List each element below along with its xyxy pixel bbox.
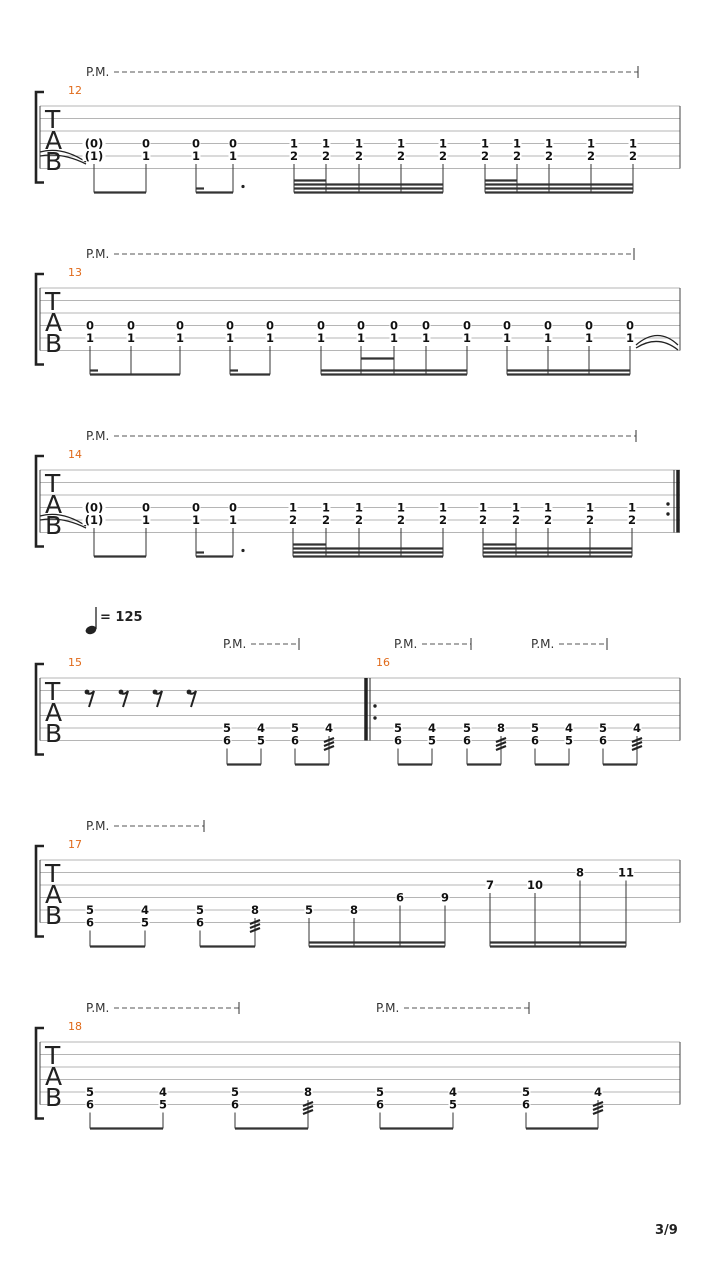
fret-number: 1 <box>421 331 431 345</box>
tab-clef-letter: T <box>45 105 61 134</box>
fret-number: 8 <box>575 865 585 880</box>
fret-number: 5 <box>256 733 266 748</box>
fret-number: 6 <box>598 733 608 748</box>
fret-number: 9 <box>440 890 450 905</box>
fret-number: 1 <box>141 149 151 163</box>
fret-number: 4 <box>593 1085 603 1099</box>
tab-clef-letter: B <box>45 1083 63 1112</box>
eighth-rest-dot <box>153 690 158 695</box>
fret-number: 11 <box>617 865 635 880</box>
page-number: 3/9 <box>655 1223 678 1238</box>
palm-mute-label: P.M. <box>86 65 110 79</box>
tie-arc <box>636 341 678 350</box>
fret-number: 5 <box>304 903 314 917</box>
fret-number: 1 <box>584 331 594 345</box>
fret-number: 5 <box>140 915 150 930</box>
fret-number: 0 <box>175 318 185 333</box>
augmentation-dot <box>241 185 244 188</box>
fret-number: 6 <box>222 733 232 748</box>
fret-number: 2 <box>321 149 331 163</box>
fret-number: 2 <box>511 513 521 527</box>
fret-number: 0 <box>356 318 366 333</box>
repeat-dot <box>373 716 376 719</box>
fret-number: 1 <box>438 500 448 515</box>
tab-clef-letter: T <box>45 469 61 498</box>
fret-number: 2 <box>396 513 406 527</box>
fret-number: 1 <box>321 136 331 151</box>
palm-mute-label: P.M. <box>86 247 110 261</box>
eighth-rest-dot <box>187 690 192 695</box>
fret-number: 4 <box>140 903 150 917</box>
fret-number: 6 <box>395 890 405 905</box>
tab-clef-letter: A <box>45 1062 63 1091</box>
fret-number: 4 <box>427 721 437 735</box>
fret-number: 5 <box>598 721 608 735</box>
palm-mute-label: P.M. <box>86 429 110 443</box>
fret-number: 5 <box>195 903 205 917</box>
fret-number: 1 <box>225 331 235 345</box>
fret-number: 1 <box>511 500 521 515</box>
fret-number: 1 <box>175 331 185 345</box>
fret-number: 1 <box>228 513 238 527</box>
fret-number: 0 <box>316 318 326 333</box>
palm-mute-label: P.M. <box>376 1001 400 1015</box>
repeat-dot <box>373 704 376 707</box>
fret-number: 2 <box>288 513 298 527</box>
measure-number: 16 <box>376 656 390 669</box>
fret-number: 1 <box>321 500 331 515</box>
fret-number: 1 <box>544 136 554 151</box>
fret-number: 8 <box>349 903 359 917</box>
fret-number: 1 <box>543 331 553 345</box>
fret-number: 5 <box>290 721 300 735</box>
fret-number: 6 <box>85 1097 95 1112</box>
fret-number: 1 <box>438 136 448 151</box>
measure-number: 12 <box>68 84 82 97</box>
fret-number: (1) <box>84 513 104 527</box>
tab-clef-letter: A <box>45 126 63 155</box>
fret-number: 5 <box>427 733 437 748</box>
tab-clef-letter: A <box>45 490 63 519</box>
fret-number: 0 <box>126 318 136 333</box>
fret-number: 5 <box>85 1085 95 1099</box>
fret-number: 1 <box>543 500 553 515</box>
fret-number: 4 <box>324 721 334 735</box>
fret-number: 1 <box>356 331 366 345</box>
fret-number: 1 <box>396 136 406 151</box>
fret-number: 2 <box>289 149 299 163</box>
tab-clef-letter: T <box>45 859 61 888</box>
fret-number: 1 <box>265 331 275 345</box>
fret-number: 6 <box>290 733 300 748</box>
fret-number: 7 <box>485 878 495 892</box>
palm-mute-label: P.M. <box>86 819 110 833</box>
fret-number: 1 <box>85 331 95 345</box>
tab-clef-letter: B <box>45 329 63 358</box>
fret-number: 1 <box>354 500 364 515</box>
eighth-rest-dot <box>119 690 124 695</box>
tab-clef-letter: T <box>45 287 61 316</box>
fret-number: 1 <box>627 500 637 515</box>
fret-number: 2 <box>628 149 638 163</box>
fret-number: 2 <box>512 149 522 163</box>
measure-number: 17 <box>68 838 82 851</box>
tab-clef-letter: A <box>45 308 63 337</box>
fret-number: (1) <box>84 149 104 163</box>
tab-clef-letter: A <box>45 880 63 909</box>
palm-mute-label: P.M. <box>86 1001 110 1015</box>
fret-number: 4 <box>632 721 642 735</box>
fret-number: 1 <box>586 136 596 151</box>
fret-number: 1 <box>289 136 299 151</box>
fret-number: 2 <box>544 149 554 163</box>
tab-system <box>36 1001 680 1129</box>
fret-number: 1 <box>628 136 638 151</box>
fret-number: 2 <box>321 513 331 527</box>
fret-number: 0 <box>462 318 472 333</box>
fret-number: 5 <box>375 1085 385 1099</box>
measure-number: 18 <box>68 1020 82 1033</box>
fret-number: 1 <box>288 500 298 515</box>
fret-number: 4 <box>256 721 266 735</box>
fret-number: 6 <box>462 733 472 748</box>
fret-number: 5 <box>393 721 403 735</box>
tab-system <box>36 429 680 557</box>
fret-number: 1 <box>625 331 635 345</box>
fret-number: 2 <box>627 513 637 527</box>
fret-number: 1 <box>141 513 151 527</box>
fret-number: 2 <box>586 149 596 163</box>
fret-number: 6 <box>521 1097 531 1112</box>
measure-number: 15 <box>68 656 82 669</box>
fret-number: 0 <box>228 500 238 515</box>
fret-number: 2 <box>438 149 448 163</box>
fret-number: 1 <box>512 136 522 151</box>
fret-number: 2 <box>543 513 553 527</box>
fret-number: 10 <box>526 878 544 892</box>
fret-number: 1 <box>354 136 364 151</box>
augmentation-dot <box>241 549 244 552</box>
fret-number: 6 <box>230 1097 240 1112</box>
fret-number: 4 <box>564 721 574 735</box>
repeat-dot <box>666 512 669 515</box>
systems-layer <box>36 65 680 1129</box>
fret-number: 0 <box>141 500 151 515</box>
fret-number: 6 <box>375 1097 385 1112</box>
fret-number: 1 <box>389 331 399 345</box>
fret-number: 5 <box>158 1097 168 1112</box>
fret-number: 5 <box>462 721 472 735</box>
eighth-rest-dot <box>85 690 90 695</box>
fret-number: 2 <box>585 513 595 527</box>
fret-number: 5 <box>564 733 574 748</box>
fret-number: 0 <box>141 136 151 151</box>
tab-clef-letter: B <box>45 901 63 930</box>
fret-number: 2 <box>354 149 364 163</box>
fret-number: 5 <box>222 721 232 735</box>
fret-number: 0 <box>225 318 235 333</box>
tab-clef-letter: A <box>45 698 63 727</box>
tab-system <box>36 65 680 193</box>
fret-number: 6 <box>85 915 95 930</box>
measure-number: 13 <box>68 266 82 279</box>
fret-number: 0 <box>85 318 95 333</box>
fret-number: 1 <box>191 513 201 527</box>
fret-number: 6 <box>195 915 205 930</box>
fret-number: 1 <box>228 149 238 163</box>
fret-number: 1 <box>480 136 490 151</box>
fret-number: 0 <box>421 318 431 333</box>
fret-number: 8 <box>303 1085 313 1099</box>
palm-mute-label: P.M. <box>394 637 418 651</box>
fret-number: 8 <box>496 721 506 735</box>
palm-mute-label: P.M. <box>531 637 555 651</box>
fret-number: 5 <box>230 1085 240 1099</box>
tab-clef-letter: T <box>45 1041 61 1070</box>
fret-number: 2 <box>478 513 488 527</box>
fret-number: 0 <box>502 318 512 333</box>
fret-number: (0) <box>84 500 104 515</box>
palm-mute-label: P.M. <box>223 637 247 651</box>
fret-number: 0 <box>625 318 635 333</box>
fret-number: 5 <box>530 721 540 735</box>
fret-number: 1 <box>502 331 512 345</box>
fret-number: 0 <box>389 318 399 333</box>
fret-number: 2 <box>480 149 490 163</box>
fret-number: 2 <box>354 513 364 527</box>
fret-number: 1 <box>191 149 201 163</box>
tab-clef-letter: B <box>45 719 63 748</box>
tab-clef-letter: T <box>45 677 61 706</box>
fret-number: 1 <box>316 331 326 345</box>
fret-number: 6 <box>530 733 540 748</box>
fret-number: 0 <box>543 318 553 333</box>
fret-number: 4 <box>158 1085 168 1099</box>
tempo-text: = 125 <box>100 610 143 625</box>
fret-number: 0 <box>191 500 201 515</box>
fret-number: 4 <box>448 1085 458 1099</box>
fret-number: (0) <box>84 136 104 151</box>
tempo-marking <box>84 607 142 636</box>
fret-number: 5 <box>448 1097 458 1112</box>
fret-number: 0 <box>584 318 594 333</box>
tab-system <box>36 247 680 375</box>
tab-clef-letter: B <box>45 147 63 176</box>
fret-number: 0 <box>228 136 238 151</box>
fret-number: 2 <box>438 513 448 527</box>
fret-number: 0 <box>265 318 275 333</box>
fret-number: 1 <box>126 331 136 345</box>
fret-number: 1 <box>462 331 472 345</box>
repeat-dot <box>666 502 669 505</box>
tie-arc <box>636 336 678 346</box>
fret-number: 1 <box>478 500 488 515</box>
fret-number: 5 <box>521 1085 531 1099</box>
fret-number: 0 <box>191 136 201 151</box>
tab-system <box>36 637 680 765</box>
tab-system <box>36 819 680 947</box>
fret-number: 2 <box>396 149 406 163</box>
fret-number: 6 <box>393 733 403 748</box>
fret-number: 1 <box>396 500 406 515</box>
fret-number: 5 <box>85 903 95 917</box>
fret-number: 8 <box>250 903 260 917</box>
measure-number: 14 <box>68 448 82 461</box>
tab-clef-letter: B <box>45 511 63 540</box>
fret-number: 1 <box>585 500 595 515</box>
